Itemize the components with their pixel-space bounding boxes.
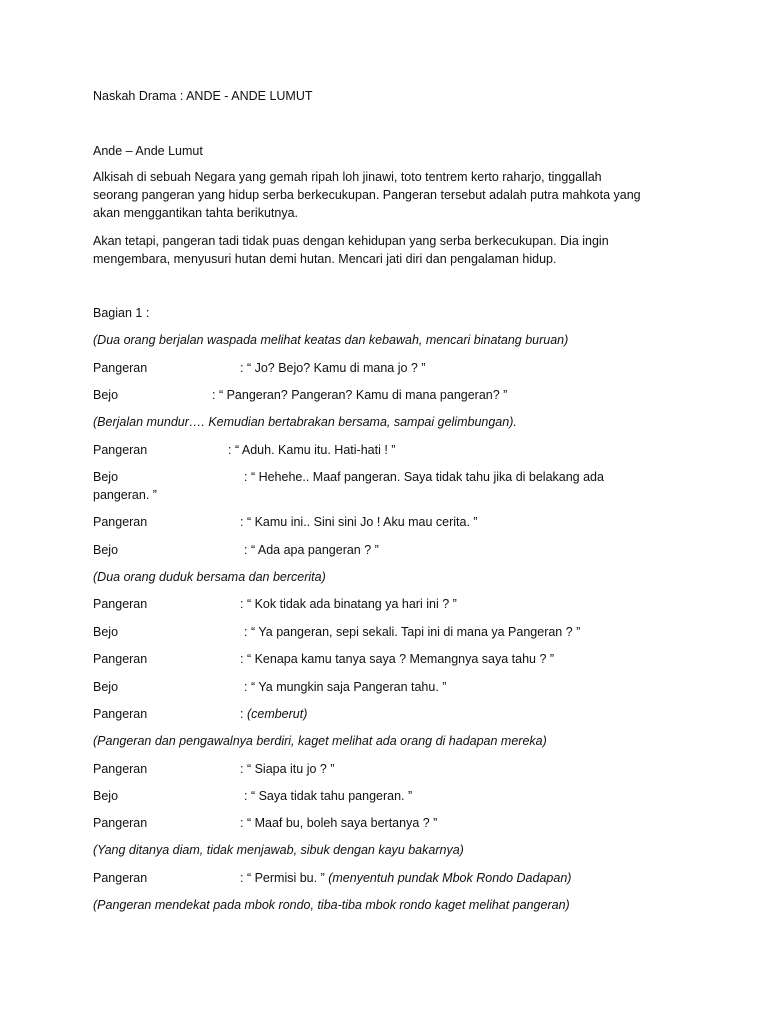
dialog-line: [93, 814, 693, 832]
intro-paragraph-2-line: Akan tetapi, pangeran tadi tidak puas dengan kehidupan yang serba berkecukupan. Dia ingin: [93, 234, 609, 248]
speaker-name: Pangeran: [93, 652, 148, 666]
dialog-line: [93, 386, 693, 404]
dialog-line: [93, 678, 693, 696]
dialog-line: [93, 595, 693, 613]
dialog-speech: : “ Permisi bu. ”: [240, 871, 329, 885]
dialog-speech: :: [240, 707, 247, 721]
speaker-name: Bejo: [93, 680, 119, 694]
dialog-line: [93, 468, 693, 486]
dialog-speech: : “ Kok tidak ada binatang ya hari ini ? ”: [240, 597, 457, 611]
dialog-line: [93, 760, 693, 778]
section-heading: Bagian 1 :: [93, 306, 150, 320]
dialog-line: [93, 441, 693, 459]
dialog-line: [93, 359, 693, 377]
dialog-speech: : “ Siapa itu jo ? ”: [240, 762, 335, 776]
intro-paragraph-2-line: mengembara, menyusuri hutan demi hutan. Mencari jati diri dan pengalaman hidup.: [93, 252, 557, 266]
dialog-speech: : “ Jo? Bejo? Kamu di mana jo ? ”: [240, 361, 426, 375]
dialog-speech: : “ Ya pangeran, sepi sekali. Tapi ini di mana ya Pangeran ? ”: [244, 625, 581, 639]
dialog-line: [93, 513, 693, 531]
dialog-speech: : “ Saya tidak tahu pangeran. ”: [244, 789, 413, 803]
dialog-action: (menyentuh pundak Mbok Rondo Dadapan): [328, 871, 572, 885]
speaker-name: Pangeran: [93, 707, 148, 721]
intro-paragraph-1-line: Alkisah di sebuah Negara yang gemah ripah loh jinawi, toto tentrem kerto raharjo, tinggallah: [93, 170, 602, 184]
dialog-line: [93, 541, 693, 559]
speaker-name: Pangeran: [93, 361, 148, 375]
intro-paragraph-1-line: akan menggantikan tahta berikutnya.: [93, 206, 298, 220]
dialog-action: (cemberut): [246, 707, 308, 721]
intro-paragraph-1-line: seorang pangeran yang hidup serba berkecukupan. Pangeran tersebut adalah putra mahkota yang: [93, 188, 641, 202]
dialog-speech-wrap: [240, 705, 307, 723]
speaker-name: Pangeran: [93, 871, 148, 885]
speaker-name: Pangeran: [93, 816, 148, 830]
speaker-name: Pangeran: [93, 762, 148, 776]
stage-direction: (Berjalan mundur…. Kemudian bertabrakan bersama, sampai gelimbungan).: [93, 415, 517, 429]
dialog-speech: : “ Kamu ini.. Sini sini Jo ! Aku mau cerita. ”: [240, 515, 478, 529]
dialog-speech: : “ Maaf bu, boleh saya bertanya ? ”: [240, 816, 438, 830]
stage-direction: (Pangeran mendekat pada mbok rondo, tiba-tiba mbok rondo kaget melihat pangeran): [93, 898, 570, 912]
dialog-speech: : “ Kenapa kamu tanya saya ? Memangnya saya tahu ? ”: [240, 652, 555, 666]
dialog-line: [93, 787, 693, 805]
story-heading: Ande – Ande Lumut: [93, 144, 203, 158]
document-title: Naskah Drama : ANDE - ANDE LUMUT: [93, 89, 313, 103]
stage-direction: (Dua orang duduk bersama dan bercerita): [93, 570, 326, 584]
dialog-line: [93, 869, 693, 887]
speaker-name: Pangeran: [93, 597, 148, 611]
dialog-speech: : “ Ada apa pangeran ? ”: [244, 543, 379, 557]
speaker-name: Bejo: [93, 543, 119, 557]
dialog-speech: : “ Aduh. Kamu itu. Hati-hati ! ”: [228, 443, 396, 457]
dialog-line: [93, 705, 693, 723]
speaker-name: Bejo: [93, 789, 119, 803]
dialog-line: [93, 650, 693, 668]
dialog-line: [93, 623, 693, 641]
stage-direction: (Dua orang berjalan waspada melihat keatas dan kebawah, mencari binatang buruan): [93, 333, 569, 347]
dialog-speech: : “ Ya mungkin saja Pangeran tahu. ”: [244, 680, 447, 694]
dialog-speech-wrap: [240, 869, 571, 887]
dialog-speech: : “ Pangeran? Pangeran? Kamu di mana pangeran? ”: [212, 388, 508, 402]
speaker-name: Bejo: [93, 625, 119, 639]
speaker-name: Bejo: [93, 470, 119, 484]
speaker-name: Bejo: [93, 388, 119, 402]
speaker-name: Pangeran: [93, 515, 148, 529]
dialog-speech-continuation: pangeran. ”: [93, 488, 157, 502]
speaker-name: Pangeran: [93, 443, 148, 457]
stage-direction: (Pangeran dan pengawalnya berdiri, kaget melihat ada orang di hadapan mereka): [93, 734, 547, 748]
stage-direction: (Yang ditanya diam, tidak menjawab, sibuk dengan kayu bakarnya): [93, 843, 464, 857]
dialog-speech: : “ Hehehe.. Maaf pangeran. Saya tidak tahu jika di belakang ada: [244, 470, 604, 484]
